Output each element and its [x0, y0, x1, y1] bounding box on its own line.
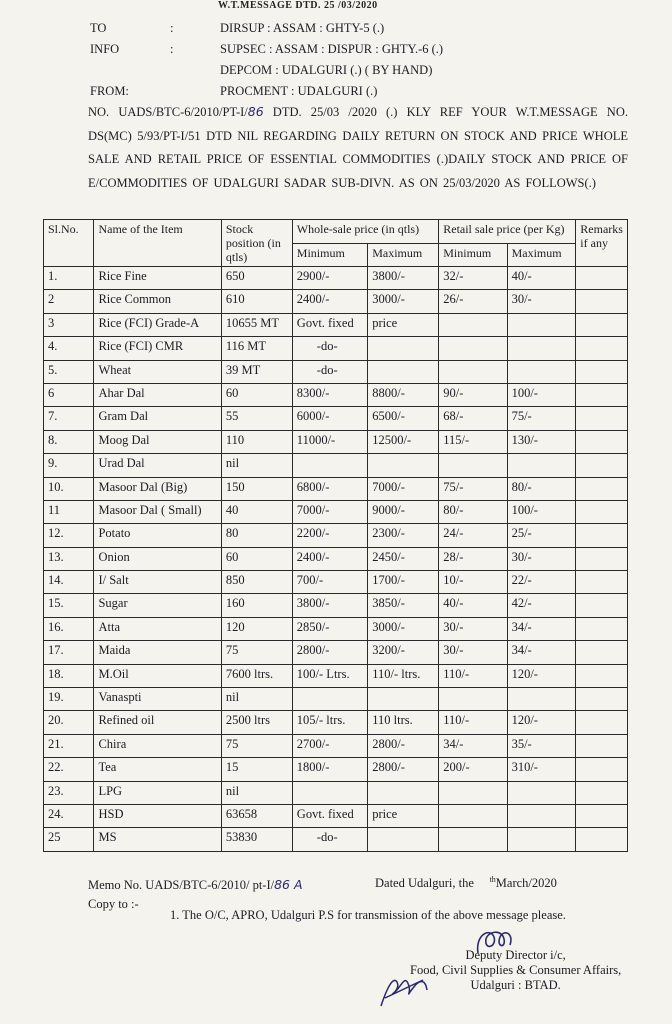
- cell-remarks: [576, 500, 628, 523]
- cell-remarks: [576, 524, 628, 547]
- cell-remarks: [576, 617, 628, 640]
- cell-retail-max: 310/-: [507, 758, 576, 781]
- cell-wholesale-max: [368, 454, 439, 477]
- cell-wholesale-max: [368, 688, 439, 711]
- cell-wholesale-min: 2200/-: [292, 524, 367, 547]
- cell-sl-no: 10.: [44, 477, 94, 500]
- cell-retail-min: [439, 454, 507, 477]
- message-part-1: NO. UADS/BTC-6/2010/PT-I/: [88, 105, 248, 119]
- sig-line-3: Udalguri : BTAD.: [470, 978, 561, 992]
- dated-line: [375, 875, 557, 891]
- cell-retail-max: 42/-: [507, 594, 576, 617]
- cell-sl-no: 3: [44, 313, 94, 336]
- cell-retail-max: [507, 804, 576, 827]
- cell-retail-min: 110/-: [439, 664, 507, 687]
- cell-remarks: [576, 383, 628, 406]
- cell-retail-min: [439, 781, 507, 804]
- cell-sl-no: 5.: [44, 360, 94, 383]
- cell-stock: 150: [221, 477, 292, 500]
- cell-stock: nil: [221, 454, 292, 477]
- from-line: [90, 83, 377, 99]
- cell-retail-min: 10/-: [439, 571, 507, 594]
- cell-wholesale-min: -do-: [292, 360, 367, 383]
- cell-retail-max: 30/-: [507, 290, 576, 313]
- header-retail-max: Maximum: [507, 243, 576, 267]
- table-row: [44, 337, 628, 360]
- table-row: [44, 500, 628, 523]
- cell-remarks: [576, 477, 628, 500]
- cell-stock: 60: [221, 383, 292, 406]
- cell-sl-no: 2: [44, 290, 94, 313]
- cell-stock: 63658: [221, 804, 292, 827]
- cell-stock: 850: [221, 571, 292, 594]
- cell-item-name: Rice Common: [94, 290, 221, 313]
- cell-stock: 80: [221, 524, 292, 547]
- copy-item-1: 1. The O/C, APRO, Udalguri P.S for transmission of the above message please.: [170, 908, 566, 922]
- cell-wholesale-min: 2700/-: [292, 734, 367, 757]
- cell-stock: 610: [221, 290, 292, 313]
- cell-wholesale-max: 3000/-: [368, 617, 439, 640]
- info-label: INFO: [90, 42, 120, 56]
- sig-line-2: Food, Civil Supplies & Consumer Affairs,: [410, 963, 622, 977]
- cell-remarks: [576, 664, 628, 687]
- table-row: [44, 454, 628, 477]
- cell-wholesale-min: 1800/-: [292, 758, 367, 781]
- cell-wholesale-min: [292, 688, 367, 711]
- cell-wholesale-max: 6500/-: [368, 407, 439, 430]
- cell-stock: 15: [221, 758, 292, 781]
- cell-wholesale-max: 110/- ltrs.: [368, 664, 439, 687]
- cell-stock: 55: [221, 407, 292, 430]
- cell-retail-max: [507, 454, 576, 477]
- cell-sl-no: 8.: [44, 430, 94, 453]
- cell-retail-max: 40/-: [507, 267, 576, 290]
- header-retail-min: Minimum: [439, 243, 507, 267]
- table-row: [44, 641, 628, 664]
- header-retail: Retail sale price (per Kg): [439, 220, 576, 244]
- cell-retail-max: 80/-: [507, 477, 576, 500]
- table-row: [44, 360, 628, 383]
- cell-remarks: [576, 711, 628, 734]
- cell-item-name: Chira: [94, 734, 221, 757]
- cell-stock: 160: [221, 594, 292, 617]
- cell-item-name: Rice (FCI) Grade-A: [94, 313, 221, 336]
- cell-wholesale-min: 105/- ltrs.: [292, 711, 367, 734]
- cell-wholesale-max: 3000/-: [368, 290, 439, 313]
- cell-retail-max: 130/-: [507, 430, 576, 453]
- cell-retail-min: 68/-: [439, 407, 507, 430]
- cell-wholesale-max: 3850/-: [368, 594, 439, 617]
- cell-item-name: M.Oil: [94, 664, 221, 687]
- cell-wholesale-max: [368, 828, 439, 851]
- cell-retail-min: [439, 360, 507, 383]
- cell-stock: 60: [221, 547, 292, 570]
- header-wholesale-max: Maximum: [368, 243, 439, 267]
- dated-prefix: Dated Udalguri, the: [375, 876, 474, 891]
- cell-retail-min: 115/-: [439, 430, 507, 453]
- cell-sl-no: 6: [44, 383, 94, 406]
- copy-to: Copy to :-: [88, 897, 139, 911]
- cell-item-name: Onion: [94, 547, 221, 570]
- header-wholesale-min: Minimum: [292, 243, 367, 267]
- cell-wholesale-min: 6800/-: [292, 477, 367, 500]
- cell-wholesale-min: 8300/-: [292, 383, 367, 406]
- cell-sl-no: 19.: [44, 688, 94, 711]
- cell-sl-no: 7.: [44, 407, 94, 430]
- cell-retail-max: 75/-: [507, 407, 576, 430]
- cell-wholesale-min: 6000/-: [292, 407, 367, 430]
- cell-retail-max: [507, 688, 576, 711]
- cell-item-name: HSD: [94, 804, 221, 827]
- cell-stock: 75: [221, 641, 292, 664]
- table-row: [44, 267, 628, 290]
- cell-retail-min: 24/-: [439, 524, 507, 547]
- cell-remarks: [576, 454, 628, 477]
- header-remarks: Remarks if any: [576, 220, 628, 267]
- cell-wholesale-min: 7000/-: [292, 500, 367, 523]
- cell-retail-min: 34/-: [439, 734, 507, 757]
- cell-sl-no: 21.: [44, 734, 94, 757]
- message-hand-number: 86: [247, 104, 264, 119]
- cell-wholesale-min: 2900/-: [292, 267, 367, 290]
- cell-wholesale-min: 3800/-: [292, 594, 367, 617]
- table-row: [44, 290, 628, 313]
- cell-retail-min: [439, 688, 507, 711]
- cell-stock: 75: [221, 734, 292, 757]
- cell-sl-no: 23.: [44, 781, 94, 804]
- cell-stock: 650: [221, 267, 292, 290]
- cell-item-name: Sugar: [94, 594, 221, 617]
- table-row: [44, 688, 628, 711]
- cell-retail-max: 25/-: [507, 524, 576, 547]
- cell-sl-no: 9.: [44, 454, 94, 477]
- cell-sl-no: 22.: [44, 758, 94, 781]
- cell-retail-min: 32/-: [439, 267, 507, 290]
- cell-retail-min: 200/-: [439, 758, 507, 781]
- cell-retail-min: 28/-: [439, 547, 507, 570]
- cell-item-name: Moog Dal: [94, 430, 221, 453]
- cell-retail-max: 100/-: [507, 500, 576, 523]
- cell-retail-min: [439, 313, 507, 336]
- cell-wholesale-min: 2800/-: [292, 641, 367, 664]
- cell-sl-no: 20.: [44, 711, 94, 734]
- memo-prefix: Memo No. UADS/BTC-6/2010/ pt-I/: [88, 878, 275, 892]
- cell-wholesale-min: [292, 781, 367, 804]
- cell-remarks: [576, 828, 628, 851]
- cell-wholesale-min: 2400/-: [292, 290, 367, 313]
- cell-remarks: [576, 758, 628, 781]
- message-body: [88, 100, 628, 195]
- cell-sl-no: 1.: [44, 267, 94, 290]
- cell-retail-max: [507, 337, 576, 360]
- info-line: INFO : SUPSEC : ASSAM : DISPUR : GHTY.-6 (.): [90, 42, 444, 56]
- cell-item-name: Ahar Dal: [94, 383, 221, 406]
- cell-wholesale-max: 12500/-: [368, 430, 439, 453]
- cell-remarks: [576, 407, 628, 430]
- table-row: [44, 734, 628, 757]
- cell-retail-min: [439, 828, 507, 851]
- cell-wholesale-max: 8800/-: [368, 383, 439, 406]
- cell-wholesale-max: [368, 337, 439, 360]
- from-label: FROM:: [90, 84, 129, 98]
- initial-signature-mark: [375, 968, 435, 1013]
- cell-item-name: Atta: [94, 617, 221, 640]
- cell-sl-no: 15.: [44, 594, 94, 617]
- cell-wholesale-max: 110 ltrs.: [368, 711, 439, 734]
- table-row: [44, 477, 628, 500]
- cell-stock: nil: [221, 781, 292, 804]
- cell-retail-min: 90/-: [439, 383, 507, 406]
- cell-stock: 7600 ltrs.: [221, 664, 292, 687]
- memo-line: [88, 877, 303, 893]
- cell-item-name: Masoor Dal (Big): [94, 477, 221, 500]
- cell-sl-no: 25: [44, 828, 94, 851]
- cell-item-name: Rice Fine: [94, 267, 221, 290]
- cell-wholesale-max: [368, 360, 439, 383]
- to-label: TO: [90, 21, 107, 35]
- table-row: [44, 571, 628, 594]
- cell-item-name: Tea: [94, 758, 221, 781]
- cell-wholesale-max: 7000/-: [368, 477, 439, 500]
- cell-retail-max: 34/-: [507, 617, 576, 640]
- cell-wholesale-max: 2450/-: [368, 547, 439, 570]
- cell-sl-no: 14.: [44, 571, 94, 594]
- cell-sl-no: 11: [44, 500, 94, 523]
- cell-item-name: Gram Dal: [94, 407, 221, 430]
- header-stock: Stock position (in qtls): [221, 220, 292, 267]
- cell-item-name: Rice (FCI) CMR: [94, 337, 221, 360]
- to-value: DIRSUP : ASSAM : GHTY-5 (.): [220, 21, 385, 35]
- table-row: [44, 758, 628, 781]
- cell-sl-no: 16.: [44, 617, 94, 640]
- cell-stock: 110: [221, 430, 292, 453]
- cell-wholesale-min: [292, 454, 367, 477]
- cell-retail-max: 34/-: [507, 641, 576, 664]
- cell-wholesale-max: 3200/-: [368, 641, 439, 664]
- cell-wholesale-max: price: [368, 313, 439, 336]
- cell-retail-max: [507, 781, 576, 804]
- cell-stock: 53830: [221, 828, 292, 851]
- cell-wholesale-min: 2850/-: [292, 617, 367, 640]
- cell-wholesale-max: [368, 781, 439, 804]
- cell-item-name: Refined oil: [94, 711, 221, 734]
- cell-item-name: MS: [94, 828, 221, 851]
- cell-retail-min: [439, 804, 507, 827]
- cell-sl-no: 13.: [44, 547, 94, 570]
- cell-retail-max: 120/-: [507, 664, 576, 687]
- cell-stock: 10655 MT: [221, 313, 292, 336]
- cell-item-name: Wheat: [94, 360, 221, 383]
- cell-remarks: [576, 430, 628, 453]
- cell-wholesale-min: -do-: [292, 337, 367, 360]
- table-row: [44, 781, 628, 804]
- cell-retail-max: [507, 828, 576, 851]
- cell-item-name: Urad Dal: [94, 454, 221, 477]
- cell-wholesale-max: 2800/-: [368, 758, 439, 781]
- table-row: [44, 524, 628, 547]
- signature-block: [410, 948, 621, 993]
- cell-wholesale-min: 2400/-: [292, 547, 367, 570]
- cell-item-name: Vanaspti: [94, 688, 221, 711]
- header-wholesale: Whole-sale price (in qtls): [292, 220, 438, 244]
- header-item-name: Name of the Item: [94, 220, 221, 267]
- cell-item-name: Maida: [94, 641, 221, 664]
- info-value-2: DEPCOM : UDALGURI (.) ( BY HAND): [220, 63, 433, 77]
- cell-sl-no: 24.: [44, 804, 94, 827]
- cell-item-name: Masoor Dal ( Small): [94, 500, 221, 523]
- cell-retail-max: 35/-: [507, 734, 576, 757]
- table-row: [44, 711, 628, 734]
- cell-stock: 116 MT: [221, 337, 292, 360]
- cell-remarks: [576, 688, 628, 711]
- cell-sl-no: 12.: [44, 524, 94, 547]
- sig-line-1: Deputy Director i/c,: [465, 948, 566, 962]
- cell-remarks: [576, 547, 628, 570]
- dated-suffix: March/2020: [495, 876, 557, 891]
- cell-retail-max: [507, 313, 576, 336]
- cell-wholesale-max: 3800/-: [368, 267, 439, 290]
- table-row: [44, 313, 628, 336]
- cell-stock: nil: [221, 688, 292, 711]
- cell-remarks: [576, 804, 628, 827]
- memo-hand-number: 86 A: [274, 877, 303, 892]
- table-body: [44, 267, 628, 852]
- to-line: TO : DIRSUP : ASSAM : GHTY-5 (.): [90, 21, 385, 35]
- cell-wholesale-max: 2800/-: [368, 734, 439, 757]
- cell-remarks: [576, 360, 628, 383]
- cell-wholesale-max: 1700/-: [368, 571, 439, 594]
- message-part-2: DTD. 25/03 /2020 (.) KLY REF YOUR W.T.MESSAGE NO. DS(MC) 5/93/PT-I/51 DTD NIL REGARDING DAILY RETURN ON STOCK AND PRICE WHOLE SALE AND RETAIL PRICE OF ESSENTIAL COMMODITIES (.)DAILY STOCK AND PRICE OF E/COMMODITIES OF UDALGURI SADAR SUB-DIVN. AS ON 25/03/2020 AS FOLLOWS(.): [88, 105, 628, 190]
- cell-remarks: [576, 267, 628, 290]
- cell-retail-min: 40/-: [439, 594, 507, 617]
- cell-remarks: [576, 337, 628, 360]
- cell-remarks: [576, 641, 628, 664]
- header-sl-no: Sl.No.: [44, 220, 94, 267]
- cell-wholesale-min: 700/-: [292, 571, 367, 594]
- cell-retail-min: [439, 337, 507, 360]
- table-row: [44, 430, 628, 453]
- cell-wholesale-max: 2300/-: [368, 524, 439, 547]
- dated-sup: th: [489, 875, 496, 884]
- commodity-table: [43, 219, 628, 852]
- cell-retail-min: 80/-: [439, 500, 507, 523]
- cell-stock: 120: [221, 617, 292, 640]
- cell-retail-max: [507, 360, 576, 383]
- cell-wholesale-min: 100/- Ltrs.: [292, 664, 367, 687]
- cell-wholesale-min: Govt. fixed: [292, 804, 367, 827]
- table-row: [44, 407, 628, 430]
- cell-remarks: [576, 594, 628, 617]
- table-row: [44, 828, 628, 851]
- cell-stock: 40: [221, 500, 292, 523]
- cell-wholesale-min: Govt. fixed: [292, 313, 367, 336]
- cell-retail-max: 120/-: [507, 711, 576, 734]
- cell-wholesale-min: -do-: [292, 828, 367, 851]
- cell-remarks: [576, 571, 628, 594]
- cell-wholesale-max: price: [368, 804, 439, 827]
- from-value: PROCMENT : UDALGURI (.): [220, 84, 378, 98]
- cell-remarks: [576, 313, 628, 336]
- cell-retail-max: 22/-: [507, 571, 576, 594]
- cell-wholesale-max: 9000/-: [368, 500, 439, 523]
- table-row: [44, 617, 628, 640]
- cell-retail-min: 75/-: [439, 477, 507, 500]
- cell-retail-min: 30/-: [439, 641, 507, 664]
- cell-remarks: [576, 734, 628, 757]
- cell-remarks: [576, 781, 628, 804]
- table-row: [44, 547, 628, 570]
- cell-sl-no: 4.: [44, 337, 94, 360]
- cell-retail-min: 30/-: [439, 617, 507, 640]
- info-value-1: SUPSEC : ASSAM : DISPUR : GHTY.-6 (.): [220, 42, 444, 56]
- table-row: [44, 664, 628, 687]
- cell-retail-max: 30/-: [507, 547, 576, 570]
- table-row: [44, 383, 628, 406]
- cell-sl-no: 18.: [44, 664, 94, 687]
- cell-retail-min: 110/-: [439, 711, 507, 734]
- cell-retail-max: 100/-: [507, 383, 576, 406]
- table-row: [44, 594, 628, 617]
- cell-item-name: I/ Salt: [94, 571, 221, 594]
- table-row: [44, 804, 628, 827]
- cell-stock: 39 MT: [221, 360, 292, 383]
- cell-item-name: LPG: [94, 781, 221, 804]
- cell-wholesale-min: 11000/-: [292, 430, 367, 453]
- cell-sl-no: 17.: [44, 641, 94, 664]
- cell-retail-min: 26/-: [439, 290, 507, 313]
- cell-remarks: [576, 290, 628, 313]
- cell-item-name: Potato: [94, 524, 221, 547]
- top-line: W.T.MESSAGE DTD. 25 /03/2020: [218, 0, 378, 11]
- cell-stock: 2500 ltrs: [221, 711, 292, 734]
